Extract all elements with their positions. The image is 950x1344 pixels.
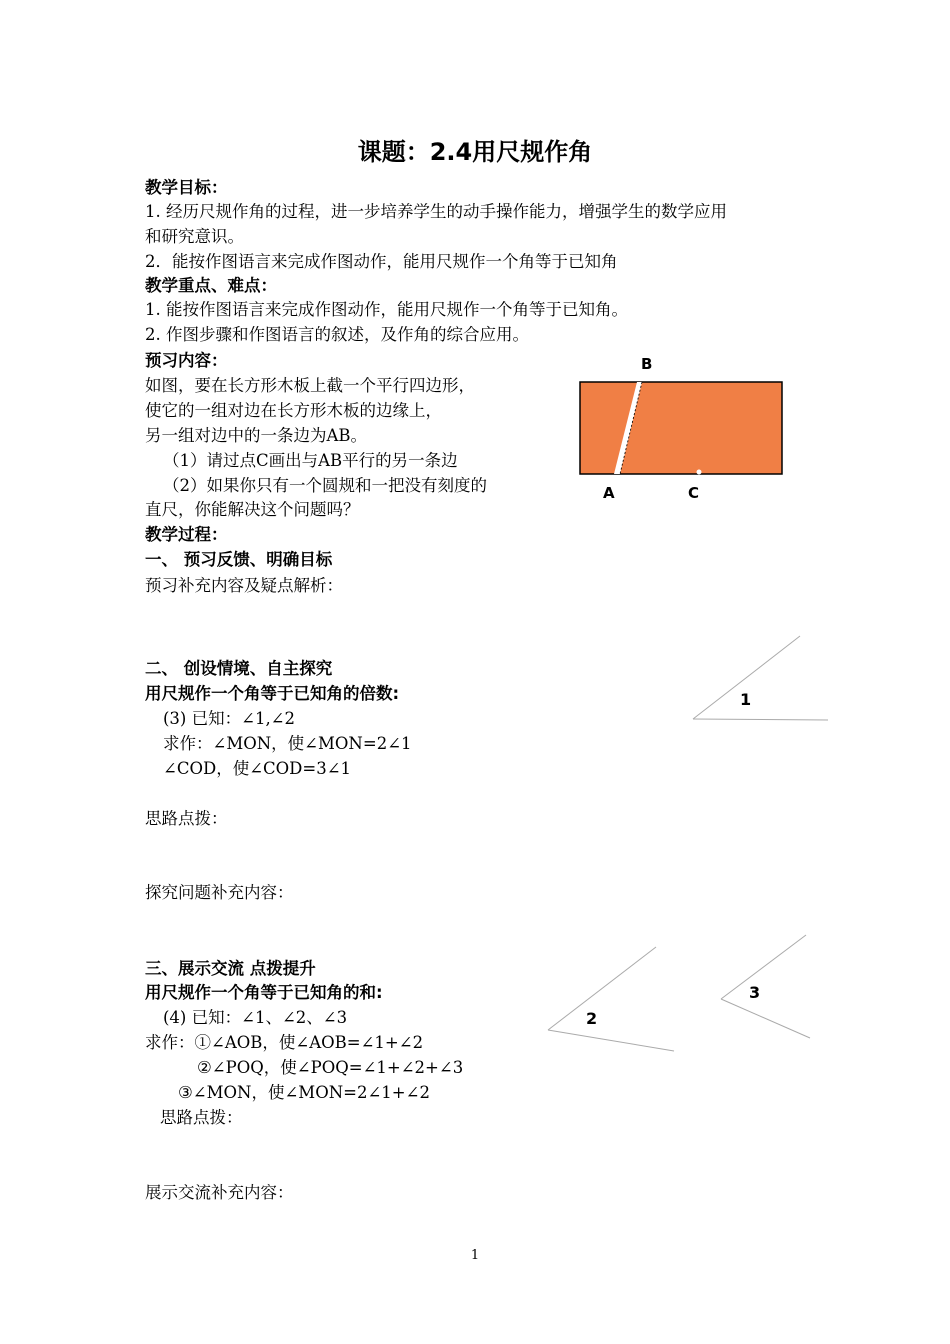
angle-3-ray-b xyxy=(721,999,810,1038)
text-line: 1. 能按作图语言来完成作图动作，能用尺规作一个角等于已知角。 xyxy=(145,300,628,319)
text-line: 如图，要在长方形木板上截一个平行四边形， xyxy=(145,376,475,395)
text-line: 预习补充内容及疑点解析： xyxy=(145,576,343,595)
text-line: 直尺，你能解决这个问题吗？ xyxy=(145,500,360,519)
page-number: 1 xyxy=(470,1248,480,1263)
label-c: C xyxy=(688,484,700,502)
text-line: 和研究意识。 xyxy=(145,227,244,246)
angle-1-label: 1 xyxy=(740,690,752,709)
text-line: 另一组对边中的一条边为AB。 xyxy=(145,426,368,445)
text-line: 使它的一组对边在长方形木板的边缘上， xyxy=(145,401,442,420)
text-line: (3) 已知：∠1,∠2 xyxy=(163,709,296,728)
text-line: 2. 作图步骤和作图语言的叙述，及作角的综合应用。 xyxy=(145,325,529,344)
angle-1-ray-b xyxy=(693,719,828,720)
text-line: 2．能按作图语言来完成作图动作，能用尺规作一个角等于已知角 xyxy=(145,252,618,271)
angle-2-ray-a xyxy=(548,947,656,1030)
section-heading-3: 三、展示交流 点拨提升 xyxy=(145,959,316,978)
section-heading-1: 一、 预习反馈、明确目标 xyxy=(145,550,333,569)
section-heading-2: 二、 创设情境、自主探究 xyxy=(145,659,333,678)
text-line: (4) 已知：∠1、∠2、∠3 xyxy=(163,1008,348,1027)
angle-1-figure xyxy=(693,636,828,720)
text-line: 求作：∠MON，使∠MON=2∠1 xyxy=(163,734,412,753)
text-line: 思路点拨： xyxy=(160,1108,243,1127)
label-b: B xyxy=(641,355,653,373)
label-a: A xyxy=(603,484,615,502)
heading-objectives: 教学目标： xyxy=(145,178,228,197)
text-line: （2）如果你只有一个圆规和一把没有刻度的 xyxy=(163,476,487,495)
text-line: 探究问题补充内容： xyxy=(145,883,294,902)
angle-2-figure xyxy=(548,947,674,1051)
angle-3-label: 3 xyxy=(749,983,761,1002)
text-line: （1）请过点C画出与AB平行的另一条边 xyxy=(163,451,458,470)
angle-2-label: 2 xyxy=(586,1009,598,1028)
board-figure xyxy=(580,355,782,502)
heading-key-points: 教学重点、难点： xyxy=(145,276,277,295)
text-line: 求作：①∠AOB，使∠AOB=∠1+∠2 xyxy=(145,1033,424,1052)
subheading-sum: 用尺规作一个角等于已知角的和: xyxy=(145,983,383,1002)
text-line: ∠COD，使∠COD=3∠1 xyxy=(163,759,352,778)
text-line: 思路点拨： xyxy=(145,809,228,828)
text-line: ②∠POQ，使∠POQ=∠1+∠2+∠3 xyxy=(197,1058,464,1077)
text-line: 1. 经历尺规作角的过程，进一步培养学生的动手操作能力，增强学生的数学应用 xyxy=(145,202,727,221)
heading-process: 教学过程： xyxy=(145,525,228,544)
board-rect xyxy=(580,382,782,474)
heading-preview: 预习内容： xyxy=(145,351,228,370)
angle-3-ray-a xyxy=(721,935,806,999)
text-line: ③∠MON，使∠MON=2∠1+∠2 xyxy=(178,1083,430,1102)
angle-3-figure xyxy=(721,935,810,1038)
page-title: 课题：2.4用尺规作角 xyxy=(357,138,593,166)
text-line: 展示交流补充内容： xyxy=(145,1183,294,1202)
point-c xyxy=(697,470,702,475)
subheading-multiples: 用尺规作一个角等于已知角的倍数: xyxy=(145,684,400,703)
angle-2-ray-b xyxy=(548,1030,674,1051)
